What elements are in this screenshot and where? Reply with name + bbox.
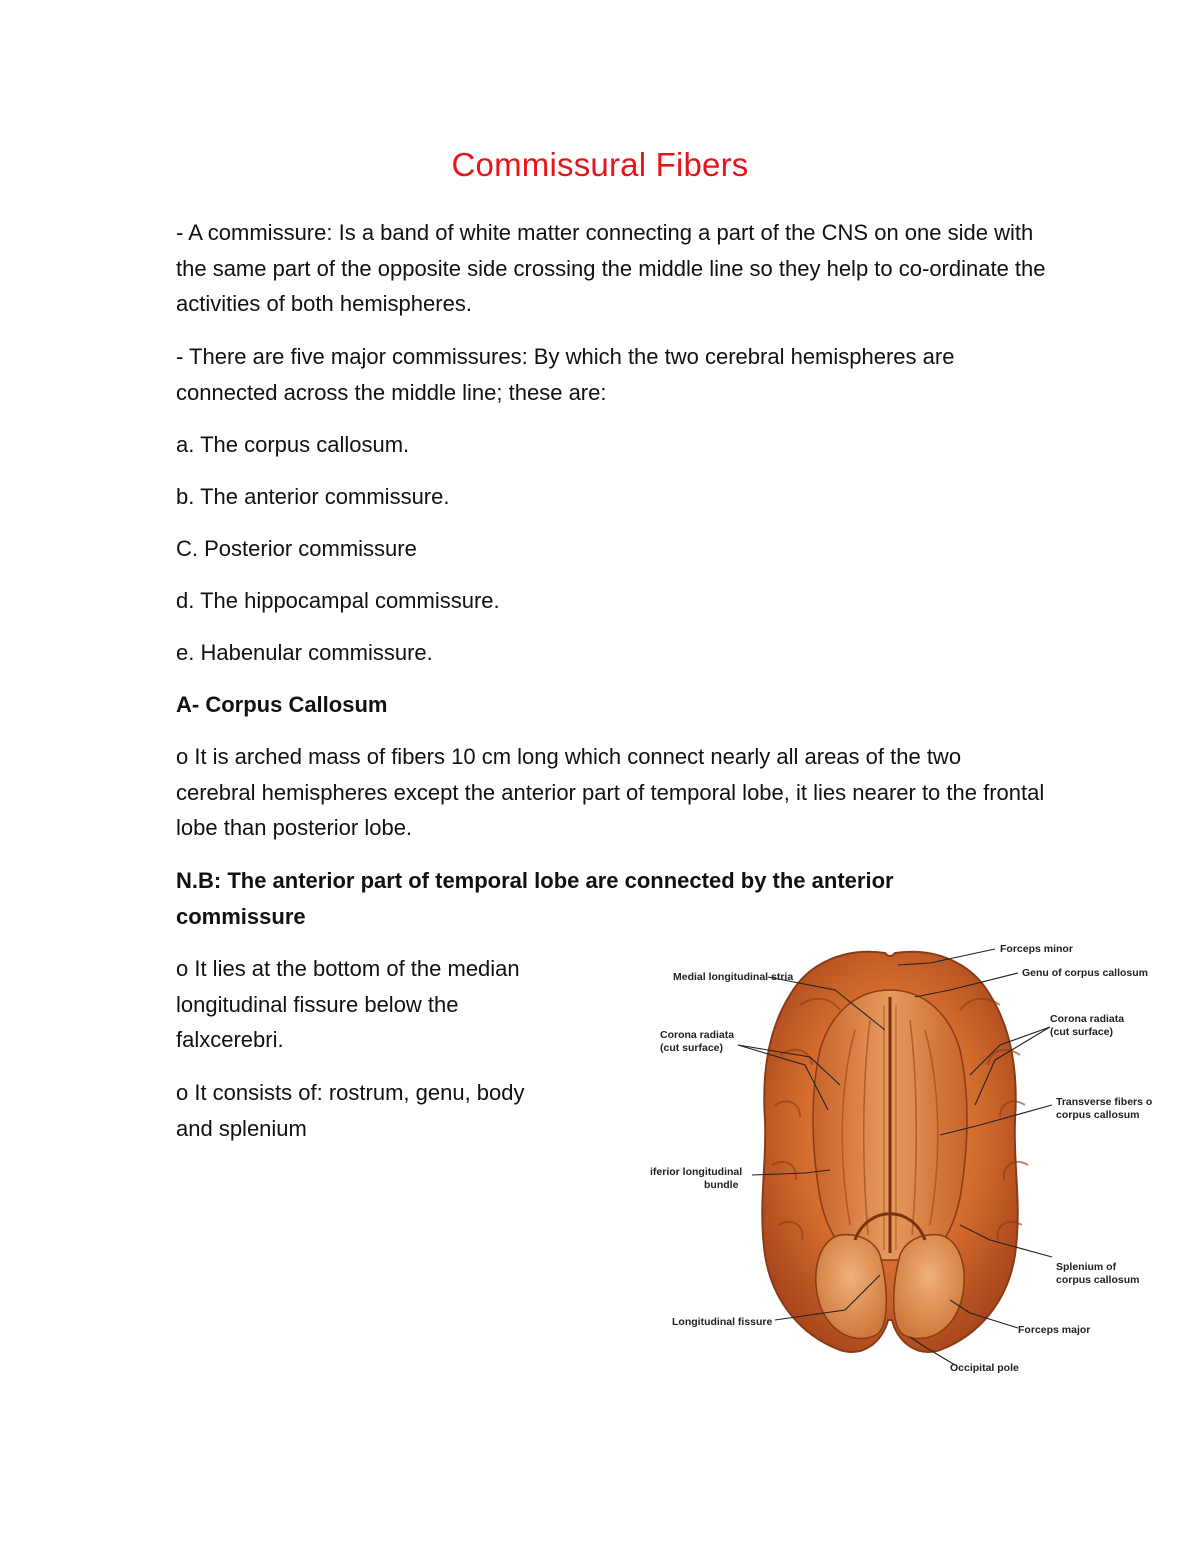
list-item-corpus-callosum: a. The corpus callosum.: [176, 432, 410, 457]
parts-paragraph: o It consists of: rostrum, genu, body and splenium: [176, 1080, 525, 1141]
list-item-habenular: e. Habenular commissure.: [176, 640, 433, 665]
label-medial-stria: Medial longitudinal stria: [673, 971, 794, 983]
label-corona-left-1: Corona radiata: [660, 1029, 735, 1041]
label-forceps-major: Forceps major: [1018, 1324, 1091, 1336]
label-splenium-2: corpus callosum: [1056, 1274, 1140, 1286]
label-forceps-minor: Forceps minor: [1000, 943, 1073, 955]
commissure-definition: - A commissure: Is a band of white matter connecting a part of the CNS on one side with the same part of the opposite side crossing the middle line so they help to co-ordinate the activities of both hemispheres.: [176, 220, 1046, 316]
label-inferior-long-1: iferior longitudinal: [650, 1166, 743, 1178]
label-longitudinal-fissure: Longitudinal fissure: [672, 1316, 773, 1328]
label-genu: Genu of corpus callosum: [1022, 967, 1149, 979]
label-splenium-1: Splenium of: [1056, 1261, 1117, 1273]
label-corona-right-1: Corona radiata: [1050, 1013, 1125, 1025]
five-major-intro: - There are five major commissures: By which the two cerebral hemispheres are connected across the middle line; these are:: [176, 344, 955, 405]
list-item-posterior: C. Posterior commissure: [176, 536, 417, 561]
corpus-callosum-description: o It is arched mass of fibers 10 cm long which connect nearly all areas of the two cerebral hemispheres except the anterior part of temporal lobe, it lies nearer to the frontal lobe than posterior lobe.: [176, 744, 1045, 840]
label-transverse-2: corpus callosum: [1056, 1109, 1140, 1121]
nb-note: N.B: The anterior part of temporal lobe are connected by the anterior commissure: [176, 868, 894, 929]
label-occipital-pole: Occipital pole: [950, 1362, 1019, 1374]
label-transverse-1: Transverse fibers o: [1056, 1096, 1153, 1108]
location-paragraph: o It lies at the bottom of the median longitudinal fissure below the falxcerebri.: [176, 956, 520, 1052]
label-corona-left-2: (cut surface): [660, 1042, 724, 1054]
section-heading-corpus-callosum: A- Corpus Callosum: [176, 692, 388, 717]
list-item-anterior: b. The anterior commissure.: [176, 484, 450, 509]
label-corona-right-2: (cut surface): [1050, 1026, 1114, 1038]
corpus-callosum-figure: [640, 935, 1160, 1390]
label-inferior-long-2: bundle: [704, 1179, 739, 1191]
list-item-hippocampal: d. The hippocampal commissure.: [176, 588, 500, 613]
page-title: Commissural Fibers: [451, 146, 749, 183]
